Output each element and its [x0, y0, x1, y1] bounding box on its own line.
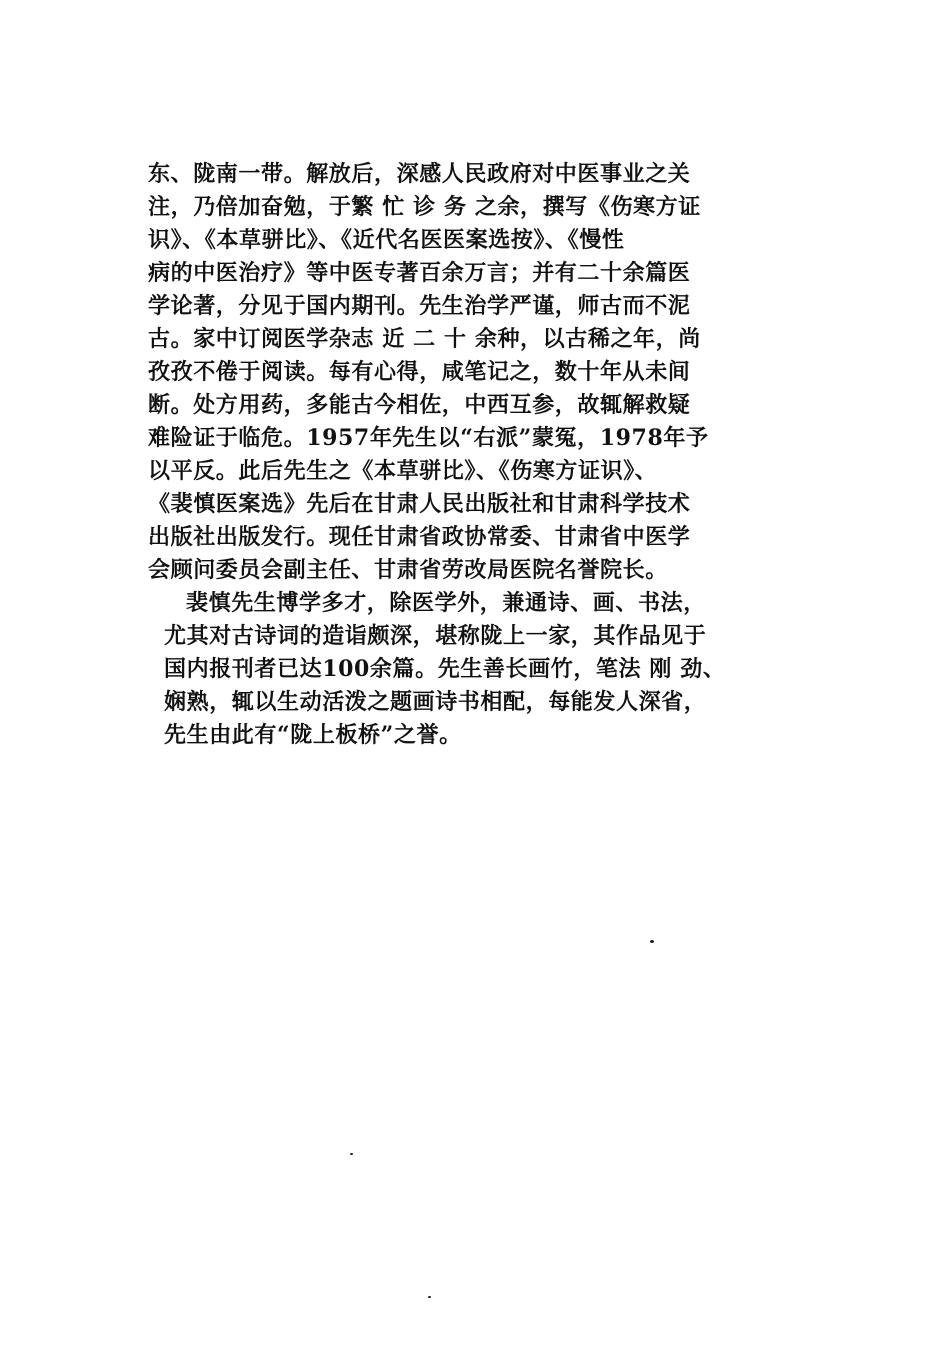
text-line: 注，乃倍加奋勉，于繁 忙 诊 务 之余，撰写《伤寒方证: [148, 194, 701, 220]
text-line: 东、陇南一带。解放后，深感人民政府对中医事业之关: [148, 161, 691, 187]
paragraph-start-line: 裴慎先生博学多才，除医学外，兼通诗、画、书法，: [186, 590, 706, 616]
text-line: 病的中医治疗》等中医专著百余万言；并有二十余篇医: [148, 260, 691, 286]
text-line: 难险证于临危。1957年先生以“右派”蒙冤，1978年予: [148, 425, 709, 451]
text-line: 出版社出版发行。现任甘肃省政协常委、甘肃省中医学: [148, 524, 691, 550]
text-line: 以平反。此后先生之《本草骈比》、《伤寒方证识》、: [148, 458, 658, 484]
scan-speck: [428, 1296, 431, 1298]
body-text: [148, 158, 758, 752]
text-line: 《裴慎医案选》先后在甘肃人民出版社和甘肃科学技术: [148, 491, 691, 517]
text-line: 古。家中订阅医学杂志 近 二 十 余种，以古稀之年，尚: [148, 326, 701, 352]
text-line: 断。处方用药，多能古今相佐，中西互参，故辄解救疑: [148, 392, 691, 418]
scan-speck: [650, 940, 654, 943]
text-line: 国内报刊者已达100余篇。先生善长画竹，笔法 刚 劲、: [164, 656, 726, 682]
text-line: 先生由此有“陇上板桥”之誉。: [164, 722, 462, 748]
text-line: 孜孜不倦于阅读。每有心得，咸笔记之，数十年从未间: [148, 359, 691, 385]
scan-speck: [350, 1153, 353, 1155]
text-line: 尤其对古诗词的造诣颇深，堪称陇上一家，其作品见于: [164, 623, 707, 649]
text-line: 娴熟，辄以生动活泼之题画诗书相配，每能发人深省，: [164, 689, 707, 715]
text-line: 学论著，分见于国内期刊。先生治学严谨，师古而不泥: [148, 293, 691, 319]
text-line: 会顾问委员会副主任、甘肃省劳改局医院名誉院长。: [148, 557, 668, 583]
text-line: 识》、《本草骈比》、《近代名医医案选按》、《慢性: [148, 227, 625, 253]
